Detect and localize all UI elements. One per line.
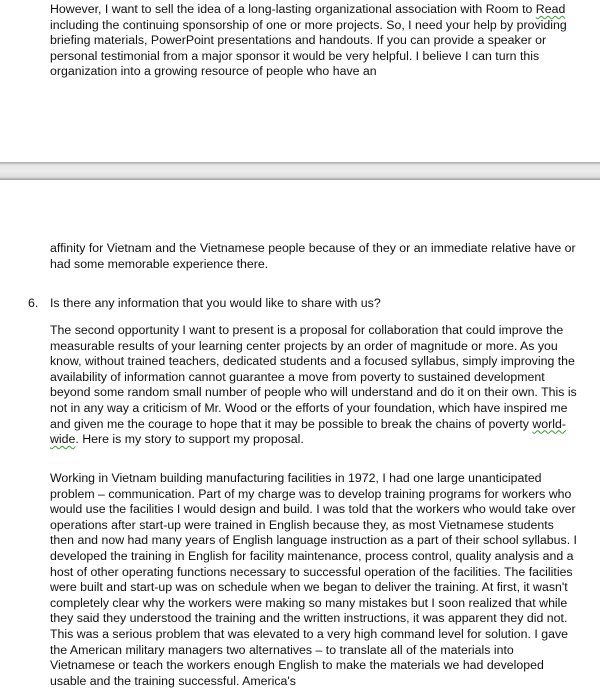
- text-segment: including the continuing sponsorship of one or more projects. So, I need your help by providing briefing materials, PowerPoint presentations and handouts. If you can provide a speaker or personal testimonial from a major sponsor it would be very helpful. I believe I can turn this organization into a growing resource of people who have an: [50, 17, 567, 79]
- paragraph-second-opportunity: [50, 323, 580, 448]
- paragraph-working-in-vietnam: Working in Vietnam building manufacturing facilities in 1972, I had one large unanticipated problem – communication. Part of my charge was to develop training programs for workers who would use the facilities I would design and build. I was told that the workers who would take over operations after start-up were trained in English because they, as most Vietnamese students then and now had many years of English language instruction as a part of their school syllabus. I developed the training in English for facility maintenance, process control, quality analysis and a host of other operating functions necessary to successful operation of the facilities. The facilities were built and start-up was on schedule when we began to deliver the training. At first, it wasn't completely clear why the workers were making so many mistakes but I soon realized that while they said they understood the training and the written instructions, it was apparent they did not. This was a serious problem that was elevated to a very high command level for solution. I gave the American military managers two alternatives – to translate all of the materials into Vietnamese or teach the workers enough English to make the materials we had developed usable and the training successful. America's: [50, 471, 577, 688]
- text-segment: The second opportunity I want to present is a proposal for collaboration that could improve the measurable results of your learning center projects by an order of magnitude or more. As you know, without trained teachers, dedicated students and a focused syllabus, simply improving the availability of information cannot guarantee a move from poverty to sustained development beyond some random small number of people who will understand and do it on their own. This is not in any way a criticism of Mr. Wood or the efforts of your foundation, which have inspired me and given me the courage to hope that it may be possible to break the chains of poverty: [50, 323, 577, 431]
- paragraph-room-to-read: [50, 2, 580, 80]
- question-6: [28, 296, 588, 312]
- spellcheck-flagged-word[interactable]: world-wide: [50, 416, 566, 447]
- question-text: Is there any information that you would like to share with us?: [50, 296, 381, 310]
- text-segment: . Here is my story to support my proposal.: [75, 432, 304, 447]
- document-page-bottom: [0, 180, 600, 690]
- text-segment: However, I want to sell the idea of a long-lasting organizational association with Room to: [50, 2, 536, 16]
- document-page-top: [0, 0, 600, 162]
- paragraph-continuation: affinity for Vietnam and the Vietnamese people because of they or an immediate relative have or had some memorable experience there.: [50, 241, 576, 271]
- spellcheck-flagged-word[interactable]: Read: [535, 2, 566, 16]
- question-number: 6.: [28, 296, 39, 310]
- page-break-separator: [0, 162, 600, 180]
